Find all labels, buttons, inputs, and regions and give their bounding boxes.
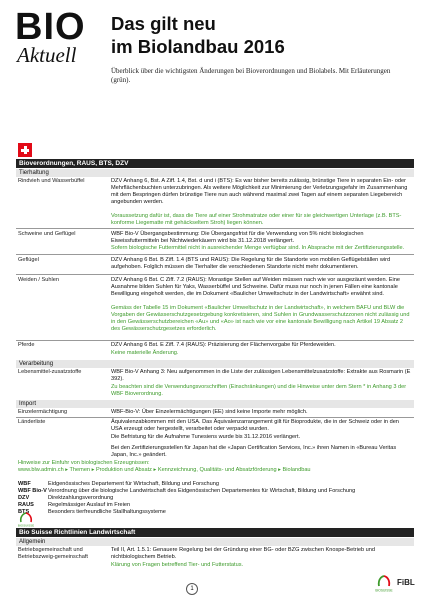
page-subtitle: Überblick über die wichtigsten Änderungen bei Bioverordnungen und Biolabels. Mit Erläuterungen (grün). <box>111 67 391 84</box>
row-text-laender-2: Die Befristung für die Aufnahme Tunesiens wurde bis 31.12.2016 verlängert. <box>111 434 301 440</box>
row-text-schweine: WBF Bio-V Übergangsbestimmung: Die Übergangsfrist für die Verwendung von 5% nicht biologischen Eiweissfuttermitteln bei Nichtwiederkäuern wird bis 31.12.2018 verlängert. <box>111 231 364 244</box>
svg-text:BIOSUISSE: BIOSUISSE <box>17 523 35 527</box>
row-label-rindvieh: Rindvieh und Wasserbüffel <box>18 178 85 184</box>
logo-aktuell: Aktuell <box>17 43 77 67</box>
row-label-lebensmittel: Lebensmittel-zusatzstoffe <box>18 369 82 375</box>
row-text-lebensmittel: WBF Bio-V Anhang 3: Neu aufgenommen in die Liste der zulässigen Lebensmittelzusatzstoffe: Extrakte aus Rosmarin (E 392). <box>111 369 411 382</box>
abbrev-item <box>18 481 414 488</box>
row-text-einzel: WBF-Bio-V: Über Einzelermächtigungen (EE) sind keine Importe mehr möglich. <box>111 409 308 415</box>
section-header-bio-suisse: Bio Suisse Richtlinien Landwirtschaft <box>16 528 414 537</box>
row-label-weiden: Weiden / Suhlen <box>18 277 59 283</box>
section-header-bio: Bioverordnungen, RAUS, BTS, DZV <box>16 159 414 168</box>
row-note-rindvieh: Voraussetzung dafür ist, dass die Tiere auf einer Strohmatratze oder einer für sie gleichwertigen Unterlage (z.B. BTS-konforme Liegematte mit gehäckseltem Stroh) liegen können. <box>111 213 402 226</box>
row-note-lebensmittel: Zu beachten sind die Verwendungsvorschriften (Einschränkungen) und die Hinweise unter dem Stern * in Anhang 3 der WBF Bioverordnung. <box>111 384 407 397</box>
subsection-verarbeitung: Verarbeitung <box>16 360 414 368</box>
abbrev-item <box>18 502 414 509</box>
divider <box>16 274 414 275</box>
row-label-betrieb: Betriebsgemeinschaft und Betriebszweig-gemeinschaft <box>18 547 88 560</box>
abbreviation-list <box>18 481 414 516</box>
bio-suisse-logo <box>16 511 36 527</box>
abbrev-value: Besonders tierfreundliche Stallhaltungssysteme <box>48 509 166 515</box>
bio-suisse-footer-logo <box>374 573 394 593</box>
row-label-laender: Länderliste <box>18 419 46 425</box>
subsection-import: Import <box>16 400 414 408</box>
row-text-laender-1: Äquivalenzabkommen mit den USA. Das Äquivalenzarrangement gilt für Bioprodukte, die in der Schweiz oder in den USA erzeugt oder hergestellt, verarbeitet oder verpackt wurden. <box>111 419 399 432</box>
abbrev-key: WBF <box>18 481 31 487</box>
abbrev-item <box>18 488 414 495</box>
row-note-schweine: Sofern biologische Futtermittel nicht in ausreichender Menge verfügbar sind. In Absprache mit der Zertifizierungsstelle. <box>111 245 405 251</box>
row-label-pferde: Pferde <box>18 342 35 348</box>
row-text-weiden: DZV Anhang 6 Bst. C Ziff. 7.2 (RAUS): Morastige Stellen auf Weiden müssen nach wie vor ausgezäunt werden. Eine Ausnahme bilden Suhlen für Yaks, Wasserbüffel und Schweine. Dafür muss nur noch in jenen Fällen eine kantonale Bewilligung eingeholt werden, die im Dokument «Baulicher Umweltschutz in der Landwirtschaft» erwähnt sind. <box>111 277 400 297</box>
abbrev-key: RAUS <box>18 502 34 508</box>
row-text-betrieb: Teil II, Art. 1.5.1: Genauere Regelung bei der Gründung einer BG- oder BZG zwischen Knospe-Betrieb und nichtbiologischem Betrieb. <box>111 547 375 560</box>
row-note-betrieb: Klärung von Fragen betreffend Tier- und Futterstatus. <box>111 562 244 568</box>
row-note-pferde: Keine materielle Änderung. <box>111 350 179 356</box>
abbrev-key: BTS <box>18 509 30 515</box>
divider <box>16 254 414 255</box>
row-text-pferde: DZV Anhang 6 Bst. E Ziff. 7.4 (RAUS): Präzisierung der Flächenvorgabe für Pferdeweiden. <box>111 342 336 348</box>
swiss-cross-icon <box>18 143 32 157</box>
abbrev-value: Regelmässiger Auslauf im Freien <box>48 502 131 508</box>
svg-text:BIOSUISSE: BIOSUISSE <box>375 588 393 593</box>
row-label-gefluegel: Geflügel <box>18 257 39 263</box>
row-label-einzel: Einzelermächtigung <box>18 409 68 415</box>
import-hint-link[interactable]: www.blw.admin.ch ▸ Themen ▸ Produktion und Absatz ▸ Kennzeichnung, Qualitäts- und Absatzförderung ▸ Biolandbau <box>18 467 311 473</box>
abbrev-value: Verordnung über die biologische Landwirtschaft des Eidgenössischen Departementes für Wirtschaft, Bildung und Forschung <box>48 488 356 494</box>
title-line-1: Das gilt neu <box>111 13 216 34</box>
abbrev-item <box>18 509 414 516</box>
divider <box>16 417 414 418</box>
abbrev-key: WBF Bio-V <box>18 488 47 494</box>
divider <box>16 340 414 341</box>
fibl-logo: FiBL <box>397 578 415 587</box>
logo-bio: BIO <box>15 6 86 48</box>
abbrev-value: Direktzahlungsverordnung <box>48 495 114 501</box>
page-number: 1 <box>186 583 198 595</box>
row-text-rindvieh: DZV Anhang 6, Bst. A Ziff. 1.4, Bst. d und i (BTS): Es war bisher bereits zulässig, brünstige Tiere in separaten Ein- oder Mehrflächenbuchten unterzubringen. Als weitere Möglichkeit zur Minimierung der Verletzungsgefahr im Zusammenhang mit dem Bespringen dürfen brünstige Tiere nun auch während maximal zwei Tagen auf einem separaten Liegebereich angebunden werden. <box>111 178 408 205</box>
subsection-tierhaltung: Tierhaltung <box>16 169 414 177</box>
title-line-2: im Biolandbau 2016 <box>111 36 285 57</box>
row-text-laender-3: Bei den Zertifizierungsstellen für Japan hat die «Japan Certification Services, Inc.» ihren Namen in «Bureau Veritas Japan, Inc.» geändert. <box>111 445 397 458</box>
row-text-gefluegel: DZV Anhang 6 Bst. B Ziff. 1.4 (BTS und RAUS): Die Regelung für die Standorte von mobilen Geflügelställen wird aufgehoben. Folglich müssen die Tierhalter die verschiedenen Standorte nicht mehr dokumentieren. <box>111 257 391 270</box>
row-label-schweine: Schweine und Geflügel <box>18 231 76 237</box>
divider <box>16 228 414 229</box>
import-hint: Hinweise zur Einfuhr von biologischen Erzeugnissen: <box>18 460 150 466</box>
abbrev-value: Eidgenössisches Departement für Wirtschaft, Bildung und Forschung <box>48 481 220 487</box>
page-title <box>111 12 411 58</box>
abbrev-item <box>18 495 414 502</box>
subsection-allgemein: Allgemein <box>16 538 414 546</box>
abbrev-key: DZV <box>18 495 30 501</box>
row-note-weiden: Gemäss der Tabelle 15 im Dokument «Baulicher Umweltschutz in der Landwirtschaft», in welchem BAFU und BLW die Vorgaben der Gewässerschutzgesetzgebung konkretisieren, sind Suhlen in Grundwasserschutzzonen nicht zulässig und in den Gewässerschutzbereichen «Au» und «Ao» ist nach wie vor eine kantonale Bewilligung nach Artikel 19 Absatz 2 des Gewässerschutzgesetzes erforderlich. <box>111 305 410 332</box>
